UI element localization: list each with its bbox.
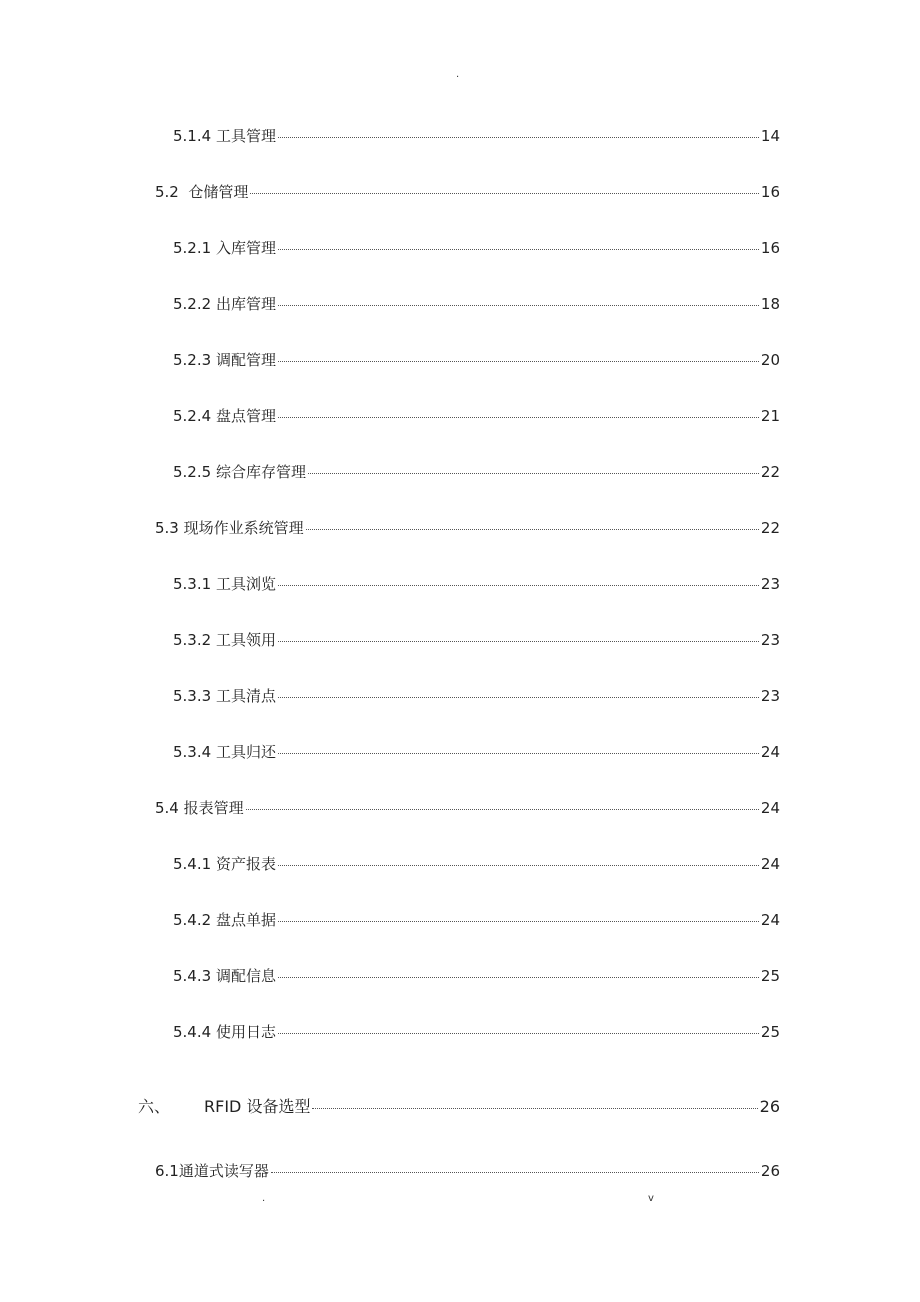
toc-number: 5.2.4	[173, 407, 212, 425]
toc-title: 调配管理	[215, 351, 276, 369]
toc-title: 盘点单据	[215, 911, 276, 929]
toc-page: 23	[760, 687, 780, 705]
toc-entry[interactable]	[173, 1022, 780, 1042]
toc-leader	[278, 417, 759, 418]
toc-title: 仓储管理	[188, 183, 249, 201]
toc-page: 18	[760, 295, 780, 313]
toc-leader	[278, 865, 759, 866]
toc-title: 综合库存管理	[215, 463, 306, 481]
toc-entry[interactable]	[155, 1161, 780, 1181]
toc-entry[interactable]	[173, 854, 780, 874]
toc-title: 工具领用	[215, 631, 276, 649]
toc-number: 5.3.1	[173, 575, 212, 593]
toc-page: 21	[760, 407, 780, 425]
toc-page: 16	[760, 183, 780, 201]
toc-number: 5.4.2	[173, 911, 212, 929]
toc-leader	[306, 529, 759, 530]
toc-page: 26	[759, 1097, 780, 1116]
toc-entry[interactable]	[173, 910, 780, 930]
toc-leader	[246, 809, 759, 810]
toc-leader	[278, 361, 759, 362]
toc-entry[interactable]	[173, 742, 780, 762]
toc-title: 盘点管理	[215, 407, 276, 425]
toc-title: 出库管理	[215, 295, 276, 313]
toc-page: 16	[760, 239, 780, 257]
toc-entry[interactable]	[155, 798, 780, 818]
toc-number: 6.1	[155, 1162, 179, 1180]
toc-entry[interactable]	[173, 126, 780, 146]
footer-mark: v	[648, 1193, 654, 1204]
toc-page: 23	[760, 575, 780, 593]
toc-title: 资产报表	[215, 855, 276, 873]
toc-page: 24	[760, 743, 780, 761]
toc-number: 5.4.4	[173, 1023, 212, 1041]
toc-title: 入库管理	[215, 239, 276, 257]
toc-leader	[278, 137, 759, 138]
toc-number: 5.1.4	[173, 127, 212, 145]
toc-entry-chapter[interactable]	[138, 1097, 780, 1117]
toc-leader	[308, 473, 759, 474]
toc-number: 5.4	[155, 799, 179, 817]
toc-title: 通道式读写器	[178, 1162, 269, 1180]
toc-title: RFID 设备选型	[204, 1097, 311, 1116]
toc-number: 5.3.3	[173, 687, 212, 705]
toc-number: 5.2.5	[173, 463, 212, 481]
toc-entry[interactable]	[173, 630, 780, 650]
toc-entry[interactable]	[173, 294, 780, 314]
toc-page: 23	[760, 631, 780, 649]
toc-number: 5.4.3	[173, 967, 212, 985]
toc-leader	[278, 753, 759, 754]
toc-title: 现场作业系统管理	[183, 519, 304, 537]
toc-number: 5.3	[155, 519, 179, 537]
toc-number: 5.2.2	[173, 295, 212, 313]
toc-leader	[278, 977, 759, 978]
toc-entry[interactable]	[173, 406, 780, 426]
toc-number: 5.3.2	[173, 631, 212, 649]
toc-entry[interactable]	[173, 686, 780, 706]
toc-number: 5.4.1	[173, 855, 212, 873]
toc-page: 24	[760, 911, 780, 929]
toc-leader	[278, 641, 759, 642]
toc-page: 24	[760, 855, 780, 873]
toc-entry[interactable]	[173, 462, 780, 482]
toc-leader	[278, 1033, 759, 1034]
toc-leader	[278, 249, 759, 250]
toc-entry[interactable]	[173, 350, 780, 370]
toc-title: 工具管理	[215, 127, 276, 145]
toc-title: 调配信息	[215, 967, 276, 985]
toc-title: 工具清点	[215, 687, 276, 705]
header-dot: .	[456, 69, 460, 80]
toc-entry[interactable]	[173, 238, 780, 258]
toc-entry[interactable]	[155, 518, 780, 538]
toc-leader	[271, 1172, 759, 1173]
toc-page: 25	[760, 967, 780, 985]
toc-entry[interactable]	[173, 574, 780, 594]
toc-leader	[278, 585, 759, 586]
toc-leader	[312, 1108, 757, 1109]
toc-number: 六、	[138, 1097, 171, 1116]
toc-page: 26	[760, 1162, 780, 1180]
toc-number: 5.3.4	[173, 743, 212, 761]
toc-title: 工具归还	[215, 743, 276, 761]
toc-title: 使用日志	[215, 1023, 276, 1041]
toc-number: 5.2.1	[173, 239, 212, 257]
toc-page: 20	[760, 351, 780, 369]
toc-title: 工具浏览	[215, 575, 276, 593]
toc-page: 24	[760, 799, 780, 817]
toc-number: 5.2	[155, 183, 179, 201]
footer-dot: .	[262, 1193, 266, 1204]
toc-leader	[278, 697, 759, 698]
toc-page: 25	[760, 1023, 780, 1041]
toc-page: 22	[760, 463, 780, 481]
toc-title: 报表管理	[183, 799, 244, 817]
toc-page: 14	[760, 127, 780, 145]
toc-leader	[278, 921, 759, 922]
toc-page: 22	[760, 519, 780, 537]
toc-leader	[250, 193, 758, 194]
toc-number: 5.2.3	[173, 351, 212, 369]
toc-entry[interactable]	[155, 182, 780, 202]
toc-entry[interactable]	[173, 966, 780, 986]
toc-leader	[278, 305, 759, 306]
